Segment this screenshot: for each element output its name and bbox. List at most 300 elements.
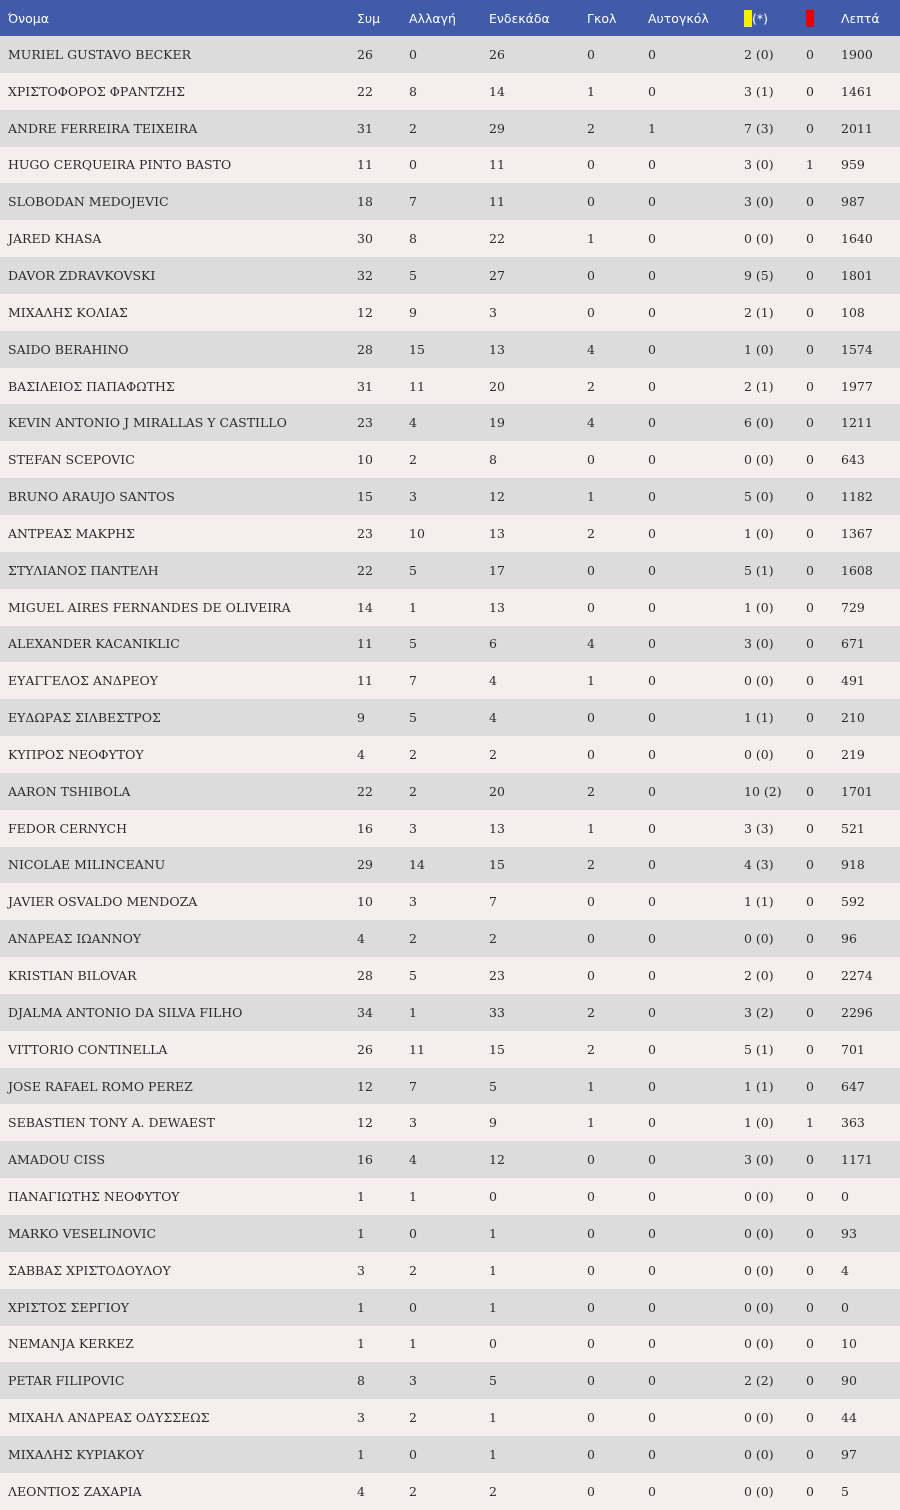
cell-own-goals: 0 <box>648 341 656 357</box>
cell-player-name: NEMANJA KERKEZ <box>8 1336 134 1352</box>
cell-red-cards: 0 <box>806 820 814 836</box>
cell-starts: 15 <box>489 857 505 873</box>
cell-subs: 0 <box>409 1225 417 1241</box>
cell-minutes: 2274 <box>841 968 873 984</box>
col-header-yellow-cards[interactable] <box>736 0 798 36</box>
table-row[interactable] <box>0 1289 900 1326</box>
cell-own-goals: 0 <box>648 304 656 320</box>
cell-yellow-cards: 3 (0) <box>744 1152 774 1168</box>
cell-player-name: ANDRE FERREIRA TEIXEIRA <box>8 120 198 136</box>
cell-apps: 22 <box>357 783 373 799</box>
cell-apps: 29 <box>357 857 373 873</box>
cell-yellow-cards: 1 (0) <box>744 599 774 615</box>
cell-red-cards: 0 <box>806 1078 814 1094</box>
table-row[interactable] <box>0 147 900 184</box>
cell-own-goals: 0 <box>648 378 656 394</box>
cell-minutes: 1461 <box>841 83 873 99</box>
cell-player-name: JARED KHASA <box>8 231 102 247</box>
cell-red-cards: 0 <box>806 83 814 99</box>
cell-minutes: 90 <box>841 1373 857 1389</box>
cell-minutes: 729 <box>841 599 865 615</box>
cell-apps: 22 <box>357 562 373 578</box>
table-row[interactable] <box>0 1068 900 1105</box>
cell-red-cards: 0 <box>806 562 814 578</box>
cell-own-goals: 0 <box>648 968 656 984</box>
cell-goals: 0 <box>587 1152 595 1168</box>
cell-red-cards: 0 <box>806 636 814 652</box>
cell-red-cards: 0 <box>806 1004 814 1020</box>
cell-red-cards: 0 <box>806 46 814 62</box>
cell-subs: 3 <box>409 894 417 910</box>
cell-apps: 10 <box>357 894 373 910</box>
cell-red-cards: 0 <box>806 673 814 689</box>
table-row[interactable] <box>0 1031 900 1068</box>
cell-goals: 2 <box>587 1041 595 1057</box>
table-row[interactable] <box>0 73 900 110</box>
cell-yellow-cards: 2 (2) <box>744 1373 774 1389</box>
col-header-minutes[interactable]: Λεπτά <box>841 10 880 26</box>
cell-goals: 4 <box>587 341 595 357</box>
col-header-subs[interactable]: Αλλαγή <box>409 10 456 26</box>
cell-starts: 27 <box>489 267 505 283</box>
cell-minutes: 97 <box>841 1446 857 1462</box>
cell-player-name: STEFAN SCEPOVIC <box>8 452 135 468</box>
cell-starts: 2 <box>489 931 497 947</box>
col-header-goals[interactable]: Γκολ <box>587 10 617 26</box>
cell-red-cards: 0 <box>806 452 814 468</box>
cell-yellow-cards: 1 (1) <box>744 710 774 726</box>
cell-subs: 2 <box>409 452 417 468</box>
cell-red-cards: 0 <box>806 1373 814 1389</box>
cell-starts: 5 <box>489 1078 497 1094</box>
cell-red-cards: 0 <box>806 304 814 320</box>
yellow-card-icon <box>744 10 752 27</box>
cell-minutes: 5 <box>841 1483 849 1499</box>
table-row[interactable] <box>0 1215 900 1252</box>
cell-goals: 1 <box>587 1115 595 1131</box>
cell-starts: 13 <box>489 820 505 836</box>
cell-apps: 1 <box>357 1225 365 1241</box>
cell-player-name: ΜΙΧΑΛΗΣ ΚΟΛΙΑΣ <box>8 304 128 320</box>
cell-yellow-cards: 10 (2) <box>744 783 782 799</box>
cell-subs: 5 <box>409 636 417 652</box>
cell-goals: 1 <box>587 820 595 836</box>
cell-player-name: JAVIER OSVALDO MENDOZA <box>8 894 198 910</box>
cell-player-name: ΜΙΧΑΗΛ ΑΝΔΡΕΑΣ ΟΔΥΣΣΕΩΣ <box>8 1410 210 1426</box>
cell-apps: 1 <box>357 1189 365 1205</box>
cell-player-name: ΕΥΑΓΓΕΛΟΣ ΑΝΔΡΕΟΥ <box>8 673 158 689</box>
cell-yellow-cards: 0 (0) <box>744 931 774 947</box>
cell-minutes: 643 <box>841 452 865 468</box>
cell-subs: 5 <box>409 710 417 726</box>
cell-yellow-cards: 2 (0) <box>744 968 774 984</box>
table-row[interactable] <box>0 883 900 920</box>
cell-starts: 7 <box>489 894 497 910</box>
table-row[interactable] <box>0 294 900 331</box>
cell-minutes: 647 <box>841 1078 865 1094</box>
table-row[interactable] <box>0 1362 900 1399</box>
cell-player-name: SEBASTIEN TONY A. DEWAEST <box>8 1115 215 1131</box>
cell-goals: 0 <box>587 157 595 173</box>
cell-starts: 1 <box>489 1410 497 1426</box>
cell-minutes: 959 <box>841 157 865 173</box>
cell-goals: 2 <box>587 783 595 799</box>
cell-starts: 15 <box>489 1041 505 1057</box>
table-row[interactable] <box>0 699 900 736</box>
cell-red-cards: 0 <box>806 599 814 615</box>
cell-own-goals: 0 <box>648 415 656 431</box>
cell-player-name: BRUNO ARAUJO SANTOS <box>8 489 175 505</box>
cell-subs: 0 <box>409 1446 417 1462</box>
cell-minutes: 1701 <box>841 783 873 799</box>
table-row[interactable] <box>0 1252 900 1289</box>
cell-own-goals: 0 <box>648 525 656 541</box>
cell-minutes: 491 <box>841 673 865 689</box>
cell-own-goals: 0 <box>648 1225 656 1241</box>
cell-red-cards: 0 <box>806 1336 814 1352</box>
cell-starts: 11 <box>489 194 505 210</box>
cell-starts: 1 <box>489 1299 497 1315</box>
cell-own-goals: 0 <box>648 931 656 947</box>
cell-player-name: DJALMA ANTONIO DA SILVA FILHO <box>8 1004 243 1020</box>
cell-starts: 2 <box>489 1483 497 1499</box>
cell-starts: 8 <box>489 452 497 468</box>
table-row[interactable] <box>0 110 900 147</box>
cell-subs: 0 <box>409 1299 417 1315</box>
cell-red-cards: 1 <box>806 157 814 173</box>
cell-apps: 23 <box>357 415 373 431</box>
cell-apps: 16 <box>357 1152 373 1168</box>
cell-own-goals: 0 <box>648 857 656 873</box>
cell-red-cards: 0 <box>806 1262 814 1278</box>
cell-subs: 5 <box>409 562 417 578</box>
cell-red-cards: 0 <box>806 1410 814 1426</box>
cell-apps: 22 <box>357 83 373 99</box>
cell-apps: 26 <box>357 46 373 62</box>
cell-subs: 2 <box>409 1262 417 1278</box>
cell-goals: 0 <box>587 1410 595 1426</box>
table-row[interactable] <box>0 1399 900 1436</box>
cell-apps: 3 <box>357 1262 365 1278</box>
cell-own-goals: 0 <box>648 673 656 689</box>
cell-minutes: 701 <box>841 1041 865 1057</box>
cell-subs: 15 <box>409 341 425 357</box>
cell-minutes: 1182 <box>841 489 873 505</box>
cell-goals: 0 <box>587 931 595 947</box>
cell-player-name: ALEXANDER KACANIKLIC <box>8 636 180 652</box>
cell-player-name: MURIEL GUSTAVO BECKER <box>8 46 192 62</box>
table-row[interactable] <box>0 441 900 478</box>
cell-minutes: 2296 <box>841 1004 873 1020</box>
table-row[interactable] <box>0 220 900 257</box>
cell-player-name: ΑΝΤΡΕΑΣ ΜΑΚΡΗΣ <box>8 525 135 541</box>
cell-player-name: MARKO VESELINOVIC <box>8 1225 157 1241</box>
cell-minutes: 210 <box>841 710 865 726</box>
cell-apps: 31 <box>357 378 373 394</box>
cell-own-goals: 0 <box>648 1299 656 1315</box>
cell-apps: 14 <box>357 599 373 615</box>
table-row[interactable] <box>0 589 900 626</box>
cell-own-goals: 0 <box>648 1446 656 1462</box>
cell-minutes: 363 <box>841 1115 865 1131</box>
table-row[interactable] <box>0 257 900 294</box>
cell-starts: 13 <box>489 599 505 615</box>
cell-yellow-cards: 9 (5) <box>744 267 774 283</box>
cell-yellow-cards: 5 (0) <box>744 489 774 505</box>
cell-apps: 12 <box>357 1115 373 1131</box>
cell-player-name: AARON TSHIBOLA <box>8 783 131 799</box>
cell-starts: 1 <box>489 1446 497 1462</box>
cell-apps: 28 <box>357 968 373 984</box>
yellow-card-note: (*) <box>752 10 769 26</box>
cell-yellow-cards: 1 (0) <box>744 525 774 541</box>
cell-starts: 9 <box>489 1115 497 1131</box>
cell-apps: 1 <box>357 1336 365 1352</box>
cell-subs: 2 <box>409 120 417 136</box>
cell-goals: 0 <box>587 746 595 762</box>
cell-goals: 2 <box>587 857 595 873</box>
cell-player-name: ΧΡΙΣΤΟΣ ΣΕΡΓΙΟΥ <box>8 1299 129 1315</box>
cell-apps: 3 <box>357 1410 365 1426</box>
cell-starts: 6 <box>489 636 497 652</box>
cell-subs: 8 <box>409 83 417 99</box>
cell-minutes: 592 <box>841 894 865 910</box>
col-header-apps[interactable]: Συμ <box>357 10 381 26</box>
col-header-red-cards[interactable] <box>798 0 833 36</box>
cell-subs: 7 <box>409 194 417 210</box>
cell-starts: 11 <box>489 157 505 173</box>
cell-minutes: 1171 <box>841 1152 873 1168</box>
cell-own-goals: 0 <box>648 1004 656 1020</box>
table-row[interactable] <box>0 36 900 73</box>
cell-yellow-cards: 0 (0) <box>744 1483 774 1499</box>
cell-subs: 1 <box>409 1336 417 1352</box>
table-row[interactable] <box>0 552 900 589</box>
cell-subs: 5 <box>409 968 417 984</box>
cell-red-cards: 0 <box>806 120 814 136</box>
col-header-starts[interactable]: Ενδεκάδα <box>489 10 550 26</box>
cell-apps: 11 <box>357 673 373 689</box>
cell-own-goals: 0 <box>648 820 656 836</box>
cell-red-cards: 0 <box>806 1299 814 1315</box>
table-row[interactable] <box>0 1104 900 1141</box>
cell-apps: 12 <box>357 1078 373 1094</box>
table-row[interactable] <box>0 920 900 957</box>
table-row[interactable] <box>0 515 900 552</box>
cell-goals: 0 <box>587 1189 595 1205</box>
table-row[interactable] <box>0 1141 900 1178</box>
table-row[interactable] <box>0 478 900 515</box>
cell-goals: 0 <box>587 1262 595 1278</box>
cell-starts: 13 <box>489 341 505 357</box>
cell-own-goals: 0 <box>648 1189 656 1205</box>
cell-subs: 14 <box>409 857 425 873</box>
cell-apps: 15 <box>357 489 373 505</box>
cell-player-name: SLOBODAN MEDOJEVIC <box>8 194 169 210</box>
cell-apps: 4 <box>357 746 365 762</box>
table-row[interactable] <box>0 626 900 663</box>
cell-yellow-cards: 3 (1) <box>744 83 774 99</box>
cell-starts: 13 <box>489 525 505 541</box>
cell-subs: 4 <box>409 1152 417 1168</box>
cell-minutes: 1608 <box>841 562 873 578</box>
cell-red-cards: 0 <box>806 1041 814 1057</box>
table-row[interactable] <box>0 1326 900 1363</box>
cell-own-goals: 0 <box>648 157 656 173</box>
cell-starts: 14 <box>489 83 505 99</box>
cell-minutes: 1801 <box>841 267 873 283</box>
cell-own-goals: 0 <box>648 489 656 505</box>
cell-starts: 1 <box>489 1225 497 1241</box>
cell-red-cards: 0 <box>806 1483 814 1499</box>
cell-player-name: KRISTIAN BILOVAR <box>8 968 137 984</box>
cell-minutes: 219 <box>841 746 865 762</box>
cell-player-name: ΠΑΝΑΓΙΩΤΗΣ ΝΕΟΦΥΤΟΥ <box>8 1189 180 1205</box>
cell-goals: 0 <box>587 894 595 910</box>
cell-apps: 11 <box>357 157 373 173</box>
cell-apps: 18 <box>357 194 373 210</box>
cell-subs: 8 <box>409 231 417 247</box>
table-row[interactable] <box>0 810 900 847</box>
cell-yellow-cards: 6 (0) <box>744 415 774 431</box>
cell-subs: 1 <box>409 599 417 615</box>
cell-red-cards: 0 <box>806 194 814 210</box>
cell-yellow-cards: 7 (3) <box>744 120 774 136</box>
cell-apps: 1 <box>357 1446 365 1462</box>
cell-subs: 2 <box>409 746 417 762</box>
cell-apps: 34 <box>357 1004 373 1020</box>
cell-apps: 4 <box>357 1483 365 1499</box>
table-body <box>0 36 900 1510</box>
cell-starts: 12 <box>489 489 505 505</box>
table-row[interactable] <box>0 1178 900 1215</box>
cell-own-goals: 0 <box>648 746 656 762</box>
cell-subs: 2 <box>409 1483 417 1499</box>
cell-minutes: 521 <box>841 820 865 836</box>
cell-red-cards: 0 <box>806 1189 814 1205</box>
col-header-own-goals[interactable]: Αυτογκόλ <box>648 10 709 26</box>
table-row[interactable] <box>0 994 900 1031</box>
cell-starts: 20 <box>489 783 505 799</box>
cell-player-name: HUGO CERQUEIRA PINTO BASTO <box>8 157 232 173</box>
cell-goals: 0 <box>587 1483 595 1499</box>
table-row[interactable] <box>0 847 900 884</box>
cell-player-name: AMADOU CISS <box>8 1152 106 1168</box>
cell-apps: 12 <box>357 304 373 320</box>
cell-subs: 2 <box>409 783 417 799</box>
table-row[interactable] <box>0 404 900 441</box>
cell-apps: 16 <box>357 820 373 836</box>
cell-goals: 0 <box>587 1225 595 1241</box>
cell-apps: 30 <box>357 231 373 247</box>
cell-player-name: MIGUEL AIRES FERNANDES DE OLIVEIRA <box>8 599 291 615</box>
table-row[interactable] <box>0 331 900 368</box>
cell-red-cards: 0 <box>806 525 814 541</box>
cell-player-name: ΒΑΣΙΛΕΙΟΣ ΠΑΠΑΦΩΤΗΣ <box>8 378 175 394</box>
cell-red-cards: 0 <box>806 746 814 762</box>
cell-subs: 7 <box>409 1078 417 1094</box>
col-header-name[interactable]: Όνομα <box>8 10 49 26</box>
cell-apps: 26 <box>357 1041 373 1057</box>
cell-player-name: ΕΥΔΩΡΑΣ ΣΙΛΒΕΣΤΡΟΣ <box>8 710 161 726</box>
cell-yellow-cards: 0 (0) <box>744 1189 774 1205</box>
cell-goals: 4 <box>587 415 595 431</box>
cell-own-goals: 0 <box>648 710 656 726</box>
cell-yellow-cards: 2 (1) <box>744 378 774 394</box>
cell-starts: 12 <box>489 1152 505 1168</box>
cell-goals: 1 <box>587 83 595 99</box>
cell-starts: 20 <box>489 378 505 394</box>
table-row[interactable] <box>0 736 900 773</box>
cell-goals: 0 <box>587 304 595 320</box>
cell-player-name: ΣΤΥΛΙΑΝΟΣ ΠΑΝΤΕΛΗ <box>8 562 159 578</box>
cell-minutes: 671 <box>841 636 865 652</box>
cell-subs: 7 <box>409 673 417 689</box>
cell-own-goals: 0 <box>648 1115 656 1131</box>
cell-minutes: 918 <box>841 857 865 873</box>
table-row[interactable] <box>0 957 900 994</box>
cell-yellow-cards: 0 (0) <box>744 231 774 247</box>
cell-starts: 19 <box>489 415 505 431</box>
cell-own-goals: 0 <box>648 636 656 652</box>
cell-starts: 29 <box>489 120 505 136</box>
cell-yellow-cards: 5 (1) <box>744 1041 774 1057</box>
cell-red-cards: 0 <box>806 1446 814 1462</box>
cell-yellow-cards: 0 (0) <box>744 1262 774 1278</box>
cell-goals: 0 <box>587 599 595 615</box>
cell-goals: 0 <box>587 1299 595 1315</box>
table-row[interactable] <box>0 183 900 220</box>
cell-goals: 0 <box>587 968 595 984</box>
cell-minutes: 108 <box>841 304 865 320</box>
cell-minutes: 1640 <box>841 231 873 247</box>
cell-red-cards: 0 <box>806 378 814 394</box>
cell-red-cards: 0 <box>806 783 814 799</box>
table-row[interactable] <box>0 1436 900 1473</box>
table-row[interactable] <box>0 368 900 405</box>
table-header-row <box>0 0 900 36</box>
cell-red-cards: 0 <box>806 341 814 357</box>
cell-yellow-cards: 0 (0) <box>744 1336 774 1352</box>
cell-minutes: 1977 <box>841 378 873 394</box>
cell-minutes: 93 <box>841 1225 857 1241</box>
table-row[interactable] <box>0 773 900 810</box>
red-card-icon <box>806 10 814 27</box>
table-row[interactable] <box>0 1473 900 1510</box>
cell-player-name: PETAR FILIPOVIC <box>8 1373 125 1389</box>
table-row[interactable] <box>0 662 900 699</box>
cell-yellow-cards: 0 (0) <box>744 452 774 468</box>
cell-red-cards: 0 <box>806 710 814 726</box>
cell-starts: 0 <box>489 1336 497 1352</box>
cell-minutes: 0 <box>841 1189 849 1205</box>
cell-goals: 2 <box>587 525 595 541</box>
cell-own-goals: 1 <box>648 120 656 136</box>
cell-red-cards: 0 <box>806 231 814 247</box>
cell-yellow-cards: 1 (1) <box>744 1078 774 1094</box>
cell-apps: 28 <box>357 341 373 357</box>
cell-player-name: VITTORIO CONTINELLA <box>8 1041 168 1057</box>
cell-player-name: ΣΑΒΒΑΣ ΧΡΙΣΤΟΔΟΥΛΟΥ <box>8 1262 171 1278</box>
cell-red-cards: 0 <box>806 931 814 947</box>
cell-goals: 0 <box>587 1336 595 1352</box>
cell-goals: 2 <box>587 120 595 136</box>
cell-apps: 32 <box>357 267 373 283</box>
cell-starts: 5 <box>489 1373 497 1389</box>
cell-own-goals: 0 <box>648 1078 656 1094</box>
cell-red-cards: 0 <box>806 267 814 283</box>
cell-yellow-cards: 3 (2) <box>744 1004 774 1020</box>
